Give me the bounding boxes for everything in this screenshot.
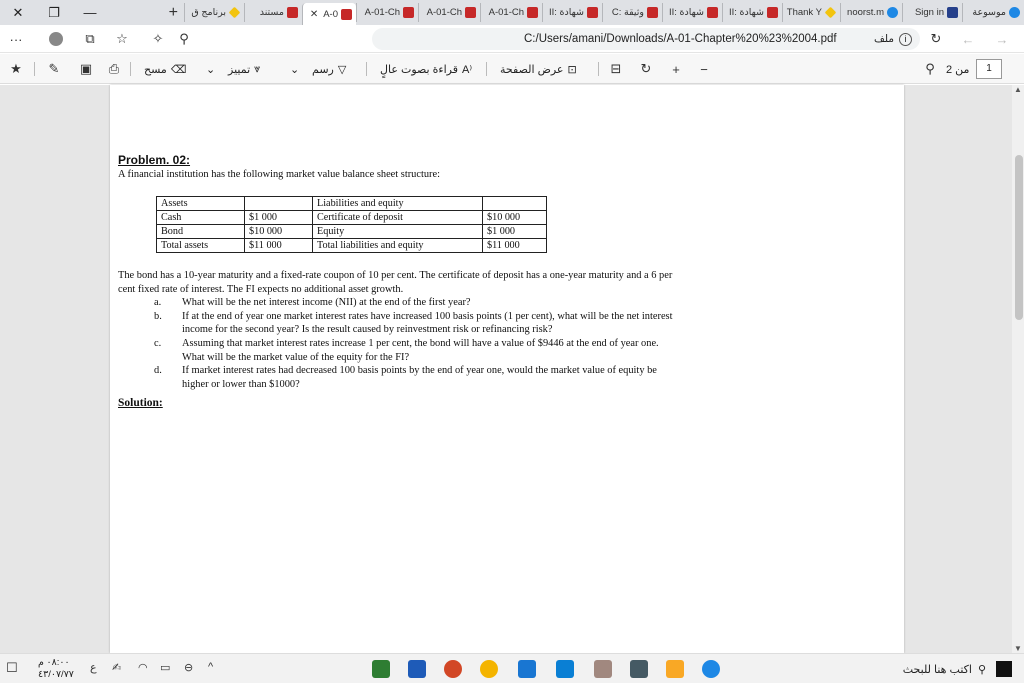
- pdf-icon: [647, 7, 658, 18]
- pdf-icon: [527, 7, 538, 18]
- table-cell: $11 000: [245, 239, 313, 253]
- chevron-down-icon[interactable]: ⌄: [206, 63, 216, 76]
- list-item: [118, 337, 678, 364]
- wifi-icon[interactable]: ◠: [138, 662, 148, 674]
- scroll-up-icon[interactable]: ▲: [1014, 85, 1022, 94]
- intro-text: A financial institution has the following market value balance sheet structure:: [118, 169, 441, 180]
- pdf-icon: [465, 7, 476, 18]
- clock-date: ٤٣/٠٧/٧٧: [38, 669, 74, 680]
- browser-tab[interactable]: Sign in: [902, 3, 962, 22]
- pen-icon[interactable]: ✍: [112, 662, 122, 674]
- rotate-icon[interactable]: ↻: [640, 61, 652, 76]
- powerpoint-app-icon[interactable]: [444, 660, 462, 678]
- browser-tab[interactable]: Thank Y: [782, 3, 840, 22]
- page-view-icon: ⊡: [567, 63, 577, 76]
- page-count: من 2: [946, 63, 970, 76]
- list-item: [118, 296, 678, 310]
- favorites-list-icon[interactable]: ☆: [116, 31, 128, 46]
- question-text: If market interest rates had decreased 100 basis points by the end of year one, would the market value of equity be higher or lower than $1000?: [182, 365, 657, 390]
- divider: [486, 62, 487, 76]
- chevron-down-icon[interactable]: ⌄: [290, 63, 300, 76]
- extensions-icon[interactable]: ✧: [152, 31, 164, 46]
- read-aloud-button[interactable]: قراءة بصوت عالٍ A⁾: [380, 63, 473, 76]
- table-cell: Equity: [313, 225, 483, 239]
- notepad-app-icon[interactable]: [594, 660, 612, 678]
- browser-tab[interactable]: برنامج ق: [184, 3, 244, 22]
- question-text: What will be the net interest income (NII) at the end of the first year?: [182, 297, 471, 309]
- print-icon[interactable]: ⎙: [108, 61, 120, 76]
- browser-tab-active[interactable]: A-0 ✕: [302, 3, 356, 25]
- document-content: [118, 153, 678, 410]
- address-bar-row: [0, 25, 1024, 53]
- edge-icon: [887, 7, 898, 18]
- pdf-icon: [707, 7, 718, 18]
- table-cell: $11 000: [483, 239, 547, 253]
- pdf-icon: [587, 7, 598, 18]
- yellow-icon: [825, 7, 837, 19]
- collections-icon[interactable]: ⧉: [85, 31, 95, 46]
- forward-icon[interactable]: ←: [961, 31, 975, 47]
- edge-app-icon[interactable]: [702, 660, 720, 678]
- browser-tab[interactable]: شهادة :II: [722, 3, 782, 22]
- browser-tab[interactable]: A-01-Ch: [418, 3, 480, 22]
- browser-tab[interactable]: A-01-Ch: [356, 3, 418, 22]
- table-header: [483, 197, 547, 211]
- table-cell: Certificate of deposit: [313, 211, 483, 225]
- window-controls: [0, 0, 108, 25]
- table-row: [157, 239, 547, 253]
- pdf-icon: [767, 7, 778, 18]
- question-label: c.: [154, 337, 162, 349]
- question-label: d.: [154, 365, 162, 377]
- question-label: b.: [154, 310, 162, 322]
- list-item: [118, 310, 678, 337]
- table-cell: Cash: [157, 211, 245, 225]
- browser-tab[interactable]: مستند: [244, 3, 302, 22]
- clock-time: ٠٨:٠٠ م: [38, 657, 70, 668]
- problem-body: [118, 269, 678, 411]
- zoom-out-icon[interactable]: −: [700, 61, 708, 77]
- scrollbar-thumb[interactable]: [1015, 155, 1023, 320]
- pdf-icon: [403, 7, 414, 18]
- table-header: [245, 197, 313, 211]
- table-row: [157, 211, 547, 225]
- minimize-window-icon[interactable]: —: [83, 5, 97, 20]
- pen-icon: ▽: [337, 63, 347, 76]
- address-field[interactable]: [372, 28, 920, 50]
- list-item: [118, 364, 678, 391]
- table-cell: Bond: [157, 225, 245, 239]
- pdf-icon: [287, 7, 298, 18]
- divider: [34, 62, 35, 76]
- zoom-in-icon[interactable]: +: [672, 61, 680, 77]
- search-placeholder: اكتب هنا للبحث: [902, 663, 972, 676]
- browser-tab[interactable]: وثيقة :C: [602, 3, 662, 22]
- browser-tab[interactable]: شهادة :II: [662, 3, 722, 22]
- highlighter-icon: ⩔: [254, 62, 261, 75]
- table-row: [157, 225, 547, 239]
- table-cell: $10 000: [245, 225, 313, 239]
- microsoft-icon: [947, 7, 958, 18]
- clock[interactable]: [38, 657, 74, 681]
- taskbar-search[interactable]: [856, 658, 990, 680]
- mail-app-icon[interactable]: [518, 660, 536, 678]
- erase-button[interactable]: مسح ⌫: [144, 63, 187, 76]
- read-aloud-icon: A⁾: [461, 63, 473, 76]
- table-header: Assets: [157, 197, 245, 211]
- save-icon[interactable]: ▣: [79, 61, 93, 76]
- close-tab-icon[interactable]: ✕: [309, 8, 319, 20]
- pin-icon[interactable]: ★: [10, 61, 22, 76]
- back-icon[interactable]: →: [995, 31, 1009, 47]
- more-icon[interactable]: ···: [9, 31, 23, 47]
- pdf-icon: [341, 9, 352, 20]
- browser-tab[interactable]: شهادة :II: [542, 3, 602, 22]
- tab-strip: [0, 0, 1024, 25]
- file-explorer-icon[interactable]: [666, 660, 684, 678]
- file-label: ملف: [874, 33, 894, 45]
- divider: [130, 62, 131, 76]
- divider: [598, 62, 599, 76]
- photos-app-icon[interactable]: [372, 660, 390, 678]
- chevron-up-icon[interactable]: ^: [208, 661, 214, 673]
- start-button[interactable]: [996, 661, 1012, 677]
- profile-icon[interactable]: [46, 29, 66, 49]
- zoom-icon[interactable]: ⚲: [179, 31, 189, 46]
- chrome-app-icon[interactable]: [480, 660, 498, 678]
- close-window-icon[interactable]: ✕: [12, 4, 24, 20]
- highlight-button[interactable]: تمييز ⩔: [228, 62, 261, 76]
- table-cell: Total assets: [157, 239, 245, 253]
- table-cell: $1 000: [245, 211, 313, 225]
- language-indicator[interactable]: ع: [90, 662, 97, 674]
- page-number-input[interactable]: 1: [976, 59, 1002, 79]
- solution-heading: Solution:: [118, 397, 163, 410]
- yellow-icon: [229, 7, 241, 19]
- page-view-button[interactable]: عرض الصفحة ⊡: [500, 63, 577, 76]
- notes-icon[interactable]: ✎: [48, 61, 60, 76]
- url-text[interactable]: C:/Users/amani/Downloads/A-01-Chapter%20%23%2004.pdf: [524, 33, 837, 45]
- balance-sheet-table: [156, 196, 547, 253]
- eraser-icon: ⌫: [170, 63, 187, 76]
- search-icon: ⚲: [977, 663, 986, 676]
- table-cell: Total liabilities and equity: [313, 239, 483, 253]
- table-cell: $1 000: [483, 225, 547, 239]
- refresh-icon[interactable]: ↻: [930, 31, 942, 46]
- taskbar: [0, 653, 1024, 683]
- new-tab-button[interactable]: +: [168, 3, 178, 21]
- browser-tab[interactable]: موسوعة: [962, 3, 1024, 22]
- table-header: Liabilities and equity: [313, 197, 483, 211]
- media-app-icon[interactable]: [556, 660, 574, 678]
- word-app-icon[interactable]: [408, 660, 426, 678]
- question-text: Assuming that market interest rates increase 1 per cent, the bond will have a value of $9446 at the end of year one. What will be the market value of the equity for the FI?: [182, 337, 659, 363]
- info-icon[interactable]: i: [899, 33, 912, 46]
- table-cell: $10 000: [483, 211, 547, 225]
- browser-tab[interactable]: A-01-Ch: [480, 3, 542, 22]
- draw-button[interactable]: رسم ▽: [312, 63, 347, 76]
- question-label: a.: [154, 297, 162, 309]
- edge-icon: [1009, 7, 1020, 18]
- notifications-icon[interactable]: ☐: [6, 660, 18, 675]
- divider: [366, 62, 367, 76]
- question-text: If at the end of year one market interest rates have increased 100 basis points (1 per cent), what will be the net interest income for the second year? Is the result caused by reinvestment risk or refinancing risk?: [182, 310, 673, 336]
- battery-icon[interactable]: ⊖: [184, 662, 194, 674]
- description-paragraph: The bond has a 10-year maturity and a fixed-rate coupon of 10 per cent. The certificate of deposit has a one-year maturity and a 6 per cent fixed rate of interest. The FI expects no additional asset growth.: [118, 270, 673, 295]
- pdf-toolbar: [0, 54, 1024, 84]
- search-icon[interactable]: ⚲: [925, 61, 935, 76]
- store-app-icon[interactable]: [630, 660, 648, 678]
- problem-title: Problem. 02:: [118, 153, 191, 167]
- restore-window-icon[interactable]: ❐: [48, 4, 60, 20]
- fit-page-icon[interactable]: ⊟: [610, 61, 622, 76]
- display-icon[interactable]: ▭: [160, 662, 171, 674]
- table-row: [157, 197, 547, 211]
- vertical-scrollbar[interactable]: [1012, 85, 1024, 653]
- browser-tab[interactable]: noorst.m: [840, 3, 902, 22]
- scroll-down-icon[interactable]: ▼: [1014, 644, 1022, 653]
